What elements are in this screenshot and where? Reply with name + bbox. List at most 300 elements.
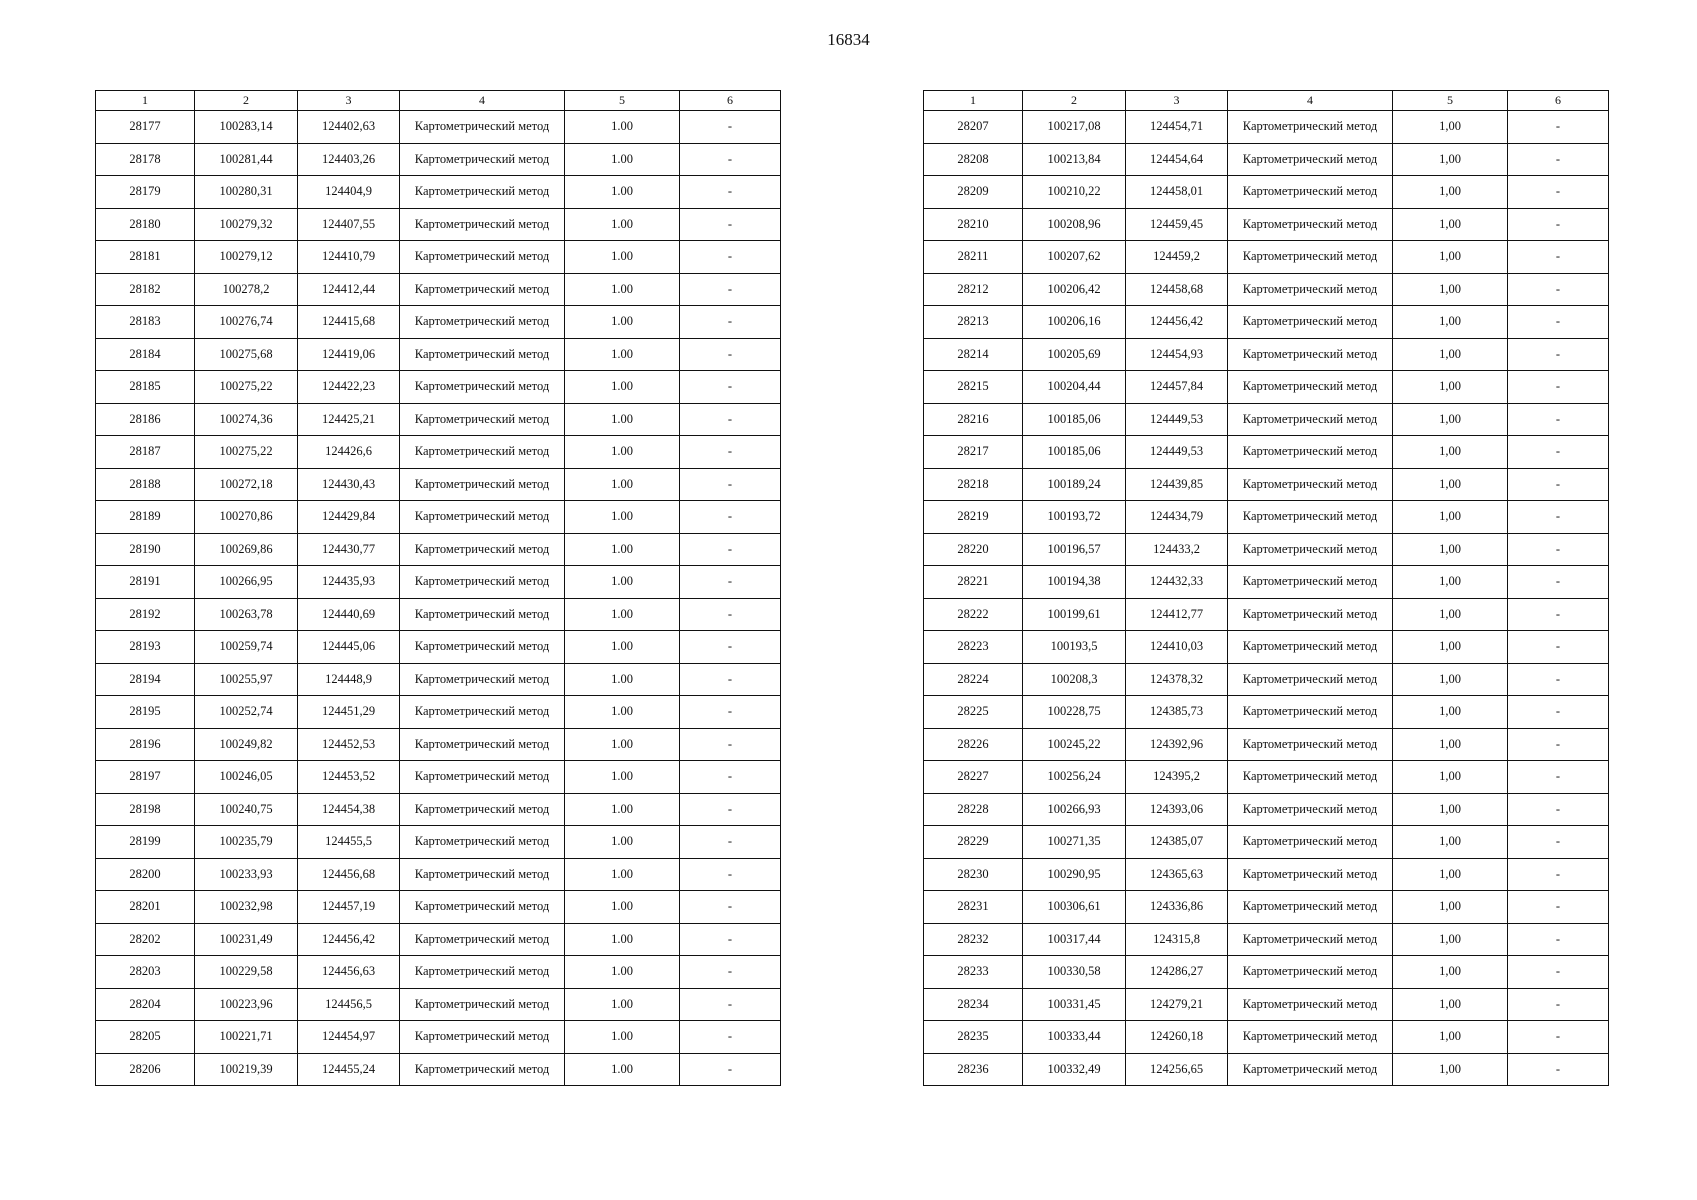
table-row (96, 1021, 781, 1054)
table-cell: Картометрический метод (1228, 111, 1393, 144)
column-header: 5 (565, 91, 680, 111)
table-cell: 100217,08 (1023, 111, 1126, 144)
table-cell: 124426,6 (298, 436, 400, 469)
table-cell: - (680, 436, 781, 469)
table-cell: - (680, 1021, 781, 1054)
table-cell: 28180 (96, 208, 195, 241)
table-cell: 1.00 (565, 468, 680, 501)
table-cell: 100256,24 (1023, 761, 1126, 794)
table-cell: 28187 (96, 436, 195, 469)
table-cell: 28181 (96, 241, 195, 274)
table-cell: - (680, 923, 781, 956)
table-cell: 100306,61 (1023, 891, 1126, 924)
table-cell: - (1508, 826, 1609, 859)
table-cell: 1,00 (1393, 663, 1508, 696)
table-cell: Картометрический метод (1228, 988, 1393, 1021)
table-cell: 1.00 (565, 241, 680, 274)
table-cell: 100332,49 (1023, 1053, 1126, 1086)
table-cell: 1.00 (565, 761, 680, 794)
table-row (924, 273, 1609, 306)
table-cell: 124395,2 (1126, 761, 1228, 794)
table-cell: 1.00 (565, 631, 680, 664)
table-cell: 124410,03 (1126, 631, 1228, 664)
table-cell: Картометрический метод (1228, 1053, 1393, 1086)
table-cell: 28221 (924, 566, 1023, 599)
table-cell: - (1508, 241, 1609, 274)
table-cell: Картометрический метод (1228, 728, 1393, 761)
table-cell: 28218 (924, 468, 1023, 501)
table-cell: Картометрический метод (400, 631, 565, 664)
table-row (924, 1053, 1609, 1086)
table-row (96, 631, 781, 664)
table-cell: 100270,86 (195, 501, 298, 534)
table-cell: 100231,49 (195, 923, 298, 956)
table-cell: Картометрический метод (1228, 696, 1393, 729)
table-cell: 124279,21 (1126, 988, 1228, 1021)
table-cell: 28216 (924, 403, 1023, 436)
table-cell: Картометрический метод (400, 956, 565, 989)
table-cell: 1.00 (565, 663, 680, 696)
table-cell: 124365,63 (1126, 858, 1228, 891)
table-row (96, 793, 781, 826)
table-cell: 1,00 (1393, 631, 1508, 664)
table-cell: 124419,06 (298, 338, 400, 371)
table-cell: - (1508, 111, 1609, 144)
table-row (924, 891, 1609, 924)
table-cell: 124456,5 (298, 988, 400, 1021)
table-cell: 28222 (924, 598, 1023, 631)
table-cell: 100266,95 (195, 566, 298, 599)
table-cell: Картометрический метод (400, 208, 565, 241)
table-cell: - (1508, 403, 1609, 436)
table-cell: 100240,75 (195, 793, 298, 826)
table-cell: - (1508, 696, 1609, 729)
table-cell: 100252,74 (195, 696, 298, 729)
table-cell: 100279,12 (195, 241, 298, 274)
table-cell: - (1508, 728, 1609, 761)
table-cell: Картометрический метод (400, 988, 565, 1021)
table-cell: 1,00 (1393, 306, 1508, 339)
table-cell: Картометрический метод (400, 1053, 565, 1086)
table-cell: - (680, 501, 781, 534)
table-cell: 1.00 (565, 923, 680, 956)
table-cell: 28186 (96, 403, 195, 436)
table-cell: 100275,22 (195, 436, 298, 469)
table-cell: - (680, 306, 781, 339)
table-cell: - (1508, 143, 1609, 176)
table-cell: Картометрический метод (1228, 241, 1393, 274)
table-cell: 124456,68 (298, 858, 400, 891)
table-cell: - (680, 111, 781, 144)
table-cell: 124455,24 (298, 1053, 400, 1086)
table-cell: 100206,42 (1023, 273, 1126, 306)
table-row (96, 241, 781, 274)
table-row (96, 663, 781, 696)
column-header: 6 (680, 91, 781, 111)
table-row (924, 793, 1609, 826)
table-cell: Картометрический метод (1228, 338, 1393, 371)
table-cell: 124458,68 (1126, 273, 1228, 306)
table-cell: 124378,32 (1126, 663, 1228, 696)
table-row (924, 468, 1609, 501)
table-cell: 100259,74 (195, 631, 298, 664)
table-row (924, 696, 1609, 729)
table-cell: - (680, 273, 781, 306)
table-cell: 28194 (96, 663, 195, 696)
table-cell: 124425,21 (298, 403, 400, 436)
table-cell: 124432,33 (1126, 566, 1228, 599)
table-cell: 100221,71 (195, 1021, 298, 1054)
table-cell: 28190 (96, 533, 195, 566)
table-cell: 124454,64 (1126, 143, 1228, 176)
table-cell: 124415,68 (298, 306, 400, 339)
table-cell: 124422,23 (298, 371, 400, 404)
table-cell: 1.00 (565, 566, 680, 599)
table-cell: 28236 (924, 1053, 1023, 1086)
table-cell: - (1508, 988, 1609, 1021)
table-cell: 28232 (924, 923, 1023, 956)
table-cell: 28228 (924, 793, 1023, 826)
table-cell: 28231 (924, 891, 1023, 924)
table-cell: - (1508, 371, 1609, 404)
table-cell: 1.00 (565, 501, 680, 534)
table-cell: 28202 (96, 923, 195, 956)
table-cell: 28229 (924, 826, 1023, 859)
table-row (96, 598, 781, 631)
table-cell: - (1508, 761, 1609, 794)
table-cell: 100207,62 (1023, 241, 1126, 274)
table-cell: 100204,44 (1023, 371, 1126, 404)
table-cell: 100280,31 (195, 176, 298, 209)
table-cell: Картометрический метод (400, 273, 565, 306)
table-cell: 28200 (96, 858, 195, 891)
table-cell: 1,00 (1393, 793, 1508, 826)
table-cell: Картометрический метод (1228, 826, 1393, 859)
table-row (96, 143, 781, 176)
table-cell: 100272,18 (195, 468, 298, 501)
table-cell: Картометрический метод (1228, 923, 1393, 956)
table-cell: 1.00 (565, 728, 680, 761)
table-cell: 100269,86 (195, 533, 298, 566)
table-cell: 28209 (924, 176, 1023, 209)
table-row (924, 208, 1609, 241)
table-cell: 28224 (924, 663, 1023, 696)
table-cell: 28206 (96, 1053, 195, 1086)
table-cell: 28177 (96, 111, 195, 144)
table-cell: 1.00 (565, 176, 680, 209)
table-cell: 100263,78 (195, 598, 298, 631)
table-cell: Картометрический метод (400, 371, 565, 404)
table-cell: - (680, 761, 781, 794)
column-header: 4 (1228, 91, 1393, 111)
table-cell: 100208,3 (1023, 663, 1126, 696)
table-cell: 100275,22 (195, 371, 298, 404)
table-cell: 28215 (924, 371, 1023, 404)
table-cell: 28183 (96, 306, 195, 339)
table-cell: 124256,65 (1126, 1053, 1228, 1086)
table-cell: 28227 (924, 761, 1023, 794)
table-cell: 100276,74 (195, 306, 298, 339)
table-cell: 1,00 (1393, 468, 1508, 501)
table-cell: - (680, 696, 781, 729)
table-cell: Картометрический метод (400, 241, 565, 274)
table-cell: 100213,84 (1023, 143, 1126, 176)
table-cell: 1,00 (1393, 956, 1508, 989)
table-cell: Картометрический метод (400, 566, 565, 599)
table-cell: 124439,85 (1126, 468, 1228, 501)
table-cell: 28178 (96, 143, 195, 176)
table-cell: 124385,07 (1126, 826, 1228, 859)
table-cell: - (680, 631, 781, 664)
table-cell: 28217 (924, 436, 1023, 469)
table-row (96, 273, 781, 306)
page-number: 16834 (827, 30, 870, 49)
table-row (96, 696, 781, 729)
table-cell: 124440,69 (298, 598, 400, 631)
table-cell: Картометрический метод (1228, 663, 1393, 696)
table-row (924, 338, 1609, 371)
table-cell: 124456,42 (1126, 306, 1228, 339)
table-cell: 100255,97 (195, 663, 298, 696)
table-row (96, 956, 781, 989)
table-row (96, 891, 781, 924)
table-cell: 28185 (96, 371, 195, 404)
table-cell: 28234 (924, 988, 1023, 1021)
table-cell: - (680, 566, 781, 599)
table-cell: 100278,2 (195, 273, 298, 306)
table-cell: 100189,24 (1023, 468, 1126, 501)
table-cell: Картометрический метод (400, 403, 565, 436)
table-row (924, 761, 1609, 794)
table-cell: 100208,96 (1023, 208, 1126, 241)
table-cell: Картометрический метод (1228, 306, 1393, 339)
table-row (96, 923, 781, 956)
table-cell: 1.00 (565, 1021, 680, 1054)
column-header: 1 (924, 91, 1023, 111)
table-cell: 28188 (96, 468, 195, 501)
table-row (924, 403, 1609, 436)
table-cell: 28191 (96, 566, 195, 599)
table-cell: 28210 (924, 208, 1023, 241)
column-header: 3 (1126, 91, 1228, 111)
table-row (924, 631, 1609, 664)
table-cell: - (680, 988, 781, 1021)
table-cell: - (1508, 631, 1609, 664)
table-cell: - (1508, 923, 1609, 956)
table-cell: 28207 (924, 111, 1023, 144)
table-row (96, 176, 781, 209)
table-cell: 124449,53 (1126, 436, 1228, 469)
table-cell: 1,00 (1393, 533, 1508, 566)
table-row (924, 956, 1609, 989)
table-row (96, 826, 781, 859)
table-cell: 1,00 (1393, 761, 1508, 794)
table-row (924, 436, 1609, 469)
table-row (96, 566, 781, 599)
table-cell: 100283,14 (195, 111, 298, 144)
table-cell: - (1508, 891, 1609, 924)
table-cell: Картометрический метод (400, 696, 565, 729)
table-row (96, 988, 781, 1021)
table-row (924, 306, 1609, 339)
table-row (924, 858, 1609, 891)
table-cell: 28189 (96, 501, 195, 534)
table-cell: Картометрический метод (1228, 436, 1393, 469)
table-cell: 1,00 (1393, 176, 1508, 209)
table-cell: 124455,5 (298, 826, 400, 859)
table-cell: Картометрический метод (400, 143, 565, 176)
table-row (924, 826, 1609, 859)
table-cell: - (1508, 956, 1609, 989)
table-row (96, 761, 781, 794)
table-cell: 100193,5 (1023, 631, 1126, 664)
table-cell: 1,00 (1393, 403, 1508, 436)
table-cell: 1.00 (565, 891, 680, 924)
table-cell: 100266,93 (1023, 793, 1126, 826)
table-row (96, 436, 781, 469)
table-row (96, 533, 781, 566)
table-cell: 124393,06 (1126, 793, 1228, 826)
table-cell: 28213 (924, 306, 1023, 339)
table-cell: 1,00 (1393, 891, 1508, 924)
table-cell: 28225 (924, 696, 1023, 729)
table-cell: Картометрический метод (400, 306, 565, 339)
table-cell: 1,00 (1393, 923, 1508, 956)
table-row (96, 1053, 781, 1086)
table-row (924, 728, 1609, 761)
table-cell: 100193,72 (1023, 501, 1126, 534)
table-cell: 1.00 (565, 338, 680, 371)
table-cell: 1.00 (565, 793, 680, 826)
table-cell: 100194,38 (1023, 566, 1126, 599)
table-cell: 28198 (96, 793, 195, 826)
table-cell: Картометрический метод (1228, 143, 1393, 176)
column-header: 3 (298, 91, 400, 111)
table-cell: 100274,36 (195, 403, 298, 436)
table-cell: 28226 (924, 728, 1023, 761)
table-cell: 1.00 (565, 598, 680, 631)
table-cell: 28196 (96, 728, 195, 761)
table-cell: 100317,44 (1023, 923, 1126, 956)
table-cell: 28203 (96, 956, 195, 989)
table-cell: 1,00 (1393, 1053, 1508, 1086)
table-cell: 124457,19 (298, 891, 400, 924)
table-cell: - (680, 208, 781, 241)
table-cell: 28184 (96, 338, 195, 371)
table-cell: 28197 (96, 761, 195, 794)
table-cell: 1,00 (1393, 858, 1508, 891)
table-cell: 28214 (924, 338, 1023, 371)
table-cell: 124260,18 (1126, 1021, 1228, 1054)
table-cell: Картометрический метод (400, 338, 565, 371)
table-cell: Картометрический метод (400, 858, 565, 891)
table-cell: 100233,93 (195, 858, 298, 891)
table-cell: Картометрический метод (1228, 631, 1393, 664)
table-cell: Картометрический метод (1228, 761, 1393, 794)
table-cell: 1.00 (565, 208, 680, 241)
table-cell: 28208 (924, 143, 1023, 176)
table-cell: 124404,9 (298, 176, 400, 209)
table-cell: 1,00 (1393, 436, 1508, 469)
table-cell: 1.00 (565, 696, 680, 729)
table-cell: 124385,73 (1126, 696, 1228, 729)
table-cell: 100333,44 (1023, 1021, 1126, 1054)
table-cell: 1.00 (565, 1053, 680, 1086)
table-cell: Картометрический метод (1228, 1021, 1393, 1054)
table-cell: 100275,68 (195, 338, 298, 371)
table-cell: Картометрический метод (400, 598, 565, 631)
table-cell: 100279,32 (195, 208, 298, 241)
table-cell: 28199 (96, 826, 195, 859)
table-row (96, 111, 781, 144)
table-cell: 100232,98 (195, 891, 298, 924)
table-row (924, 176, 1609, 209)
table-cell: Картометрический метод (400, 728, 565, 761)
table-cell: - (1508, 436, 1609, 469)
table-cell: Картометрический метод (400, 176, 565, 209)
table-cell: 1.00 (565, 403, 680, 436)
table-cell: 124435,93 (298, 566, 400, 599)
table-cell: 124392,96 (1126, 728, 1228, 761)
table-header-row (96, 91, 781, 111)
table-row (924, 598, 1609, 631)
table-cell: Картометрический метод (400, 891, 565, 924)
table-cell: 124449,53 (1126, 403, 1228, 436)
table-cell: 28179 (96, 176, 195, 209)
table-cell: 124459,2 (1126, 241, 1228, 274)
table-cell: 1,00 (1393, 566, 1508, 599)
table-row (924, 371, 1609, 404)
table-cell: - (680, 533, 781, 566)
table-cell: 28182 (96, 273, 195, 306)
table-cell: 100271,35 (1023, 826, 1126, 859)
table-cell: 1,00 (1393, 598, 1508, 631)
table-row (96, 403, 781, 436)
table-cell: 100246,05 (195, 761, 298, 794)
table-cell: - (1508, 598, 1609, 631)
table-cell: - (1508, 273, 1609, 306)
table-cell: - (1508, 501, 1609, 534)
table-cell: Картометрический метод (1228, 566, 1393, 599)
table-cell: 1,00 (1393, 826, 1508, 859)
table-cell: - (680, 826, 781, 859)
table-cell: 124448,9 (298, 663, 400, 696)
table-cell: - (1508, 663, 1609, 696)
table-cell: 124454,93 (1126, 338, 1228, 371)
table-cell: Картометрический метод (400, 436, 565, 469)
table-row (96, 468, 781, 501)
table-cell: - (680, 241, 781, 274)
table-cell: - (680, 176, 781, 209)
table-cell: 124336,86 (1126, 891, 1228, 924)
table-cell: 124429,84 (298, 501, 400, 534)
table-cell: 124459,45 (1126, 208, 1228, 241)
table-cell: 124430,77 (298, 533, 400, 566)
table-cell: 124454,71 (1126, 111, 1228, 144)
table-cell: - (1508, 208, 1609, 241)
table-cell: - (1508, 566, 1609, 599)
table-cell: 1.00 (565, 371, 680, 404)
table-cell: - (680, 338, 781, 371)
table-cell: Картометрический метод (1228, 208, 1393, 241)
table-cell: 124402,63 (298, 111, 400, 144)
table-row (96, 208, 781, 241)
table-cell: - (680, 663, 781, 696)
table-cell: 100228,75 (1023, 696, 1126, 729)
table-cell: 28233 (924, 956, 1023, 989)
table-cell: Картометрический метод (1228, 501, 1393, 534)
table-cell: Картометрический метод (400, 793, 565, 826)
